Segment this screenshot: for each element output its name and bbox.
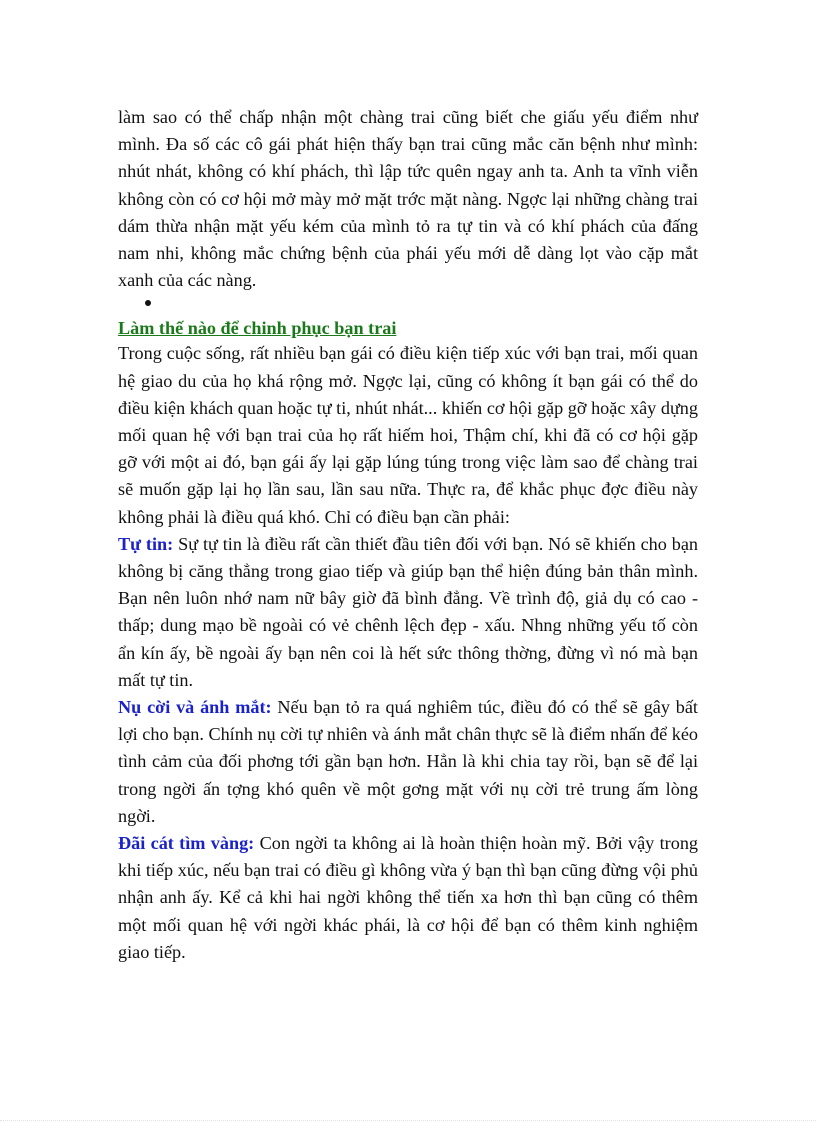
section-paragraph: Trong cuộc sống, rất nhiều bạn gái có điều kiện tiếp xúc với bạn trai, mối quan hệ giao du của họ khá rộng mở. Ngợc lại, cũng có không ít bạn gái có thể do điều kiện khách quan hoặc tự ti, nhút nhát... khiến cơ hội gặp gỡ hoặc xây dựng mối quan hệ với bạn trai của họ rất hiếm hoi, Thậm chí, khi đã có cơ hội gặp gỡ với một ai đó, bạn gái ấy lại gặp lúng túng trong việc làm sao để chàng trai sẽ muốn gặp lại họ lần sau, lần sau nữa. Thực ra, để khắc phục đợc điều này không phải là điều quá khó. Chỉ có điều bạn cần phải: xyxy=(118,343,698,527)
tip-text: Nếu bạn tỏ ra quá nghiêm túc, điều đó có thể sẽ gây bất lợi cho bạn. Chính nụ cời tự nhiên và ánh mắt chân thực sẽ là điểm nhấn để kéo tình cảm của đối phơng tới gần bạn hơn. Hẳn là khi chia tay rồi, bạn sẽ để lại trong ngời ấn tợng khó quên về một gơng mặt với nụ cời trẻ trung ấm lòng ngời. xyxy=(118,697,698,826)
tip-paragraph-smile xyxy=(118,694,698,830)
document-body xyxy=(118,104,698,966)
page-bottom-divider xyxy=(0,1120,816,1121)
intro-paragraph: làm sao có thể chấp nhận một chàng trai cũng biết che giấu yếu điểm như mình. Đa số các cô gái phát hiện thấy bạn trai cũng mắc căn bệnh như mình: nhút nhát, không có khí phách, thì lập tức quên ngay anh ta. Anh ta vĩnh viễn không còn có cơ hội mở mày mở mặt trớc mặt nàng. Ngợc lại những chàng trai dám thừa nhận mặt yếu kém của mình tỏ ra tự tin và có khí phách của đấng nam nhi, không mắc chứng bệnh của phái yếu mới dễ dàng lọt vào cặp mắt xanh của các nàng. xyxy=(118,107,698,291)
tip-paragraph-confidence xyxy=(118,531,698,694)
tip-text: Sự tự tin là điều rất cần thiết đầu tiên đối với bạn. Nó sẽ khiến cho bạn không bị căng thẳng trong giao tiếp và giúp bạn thể hiện đúng bản thân mình. Bạn nên luôn nhớ nam nữ bây giờ đã bình đẳng. Về trình độ, giả dụ có cao - thấp; dung mạo bề ngoài có vẻ chênh lệch đẹp - xấu. Nhng những yếu tố còn ẩn kín ấy, bề ngoài ấy bạn nên coi là hết sức thông thờng, đừng vì nó mà bạn mất tự tin. xyxy=(118,533,699,690)
tip-paragraph-gold xyxy=(118,830,698,966)
bullet-row xyxy=(118,294,698,316)
section-heading: Làm thế nào để chinh phục bạn trai xyxy=(118,318,397,339)
tip-label: Nụ cời và ánh mắt: xyxy=(118,697,272,718)
bullet-icon xyxy=(145,300,151,306)
tip-text: Con ngời ta không ai là hoàn thiện hoàn mỹ. Bởi vậy trong khi tiếp xúc, nếu bạn trai có điều gì không vừa ý bạn thì bạn cũng đừng vội phủ nhận anh ấy. Kể cả khi hai ngời không thể tiến xa hơn thì bạn cũng có thêm một mối quan hệ với ngời khác phái, là cơ hội để bạn có thêm kinh nghiệm giao tiếp. xyxy=(118,833,699,962)
tip-label: Đãi cát tìm vàng: xyxy=(118,833,255,854)
tip-label: Tự tin: xyxy=(118,533,174,554)
